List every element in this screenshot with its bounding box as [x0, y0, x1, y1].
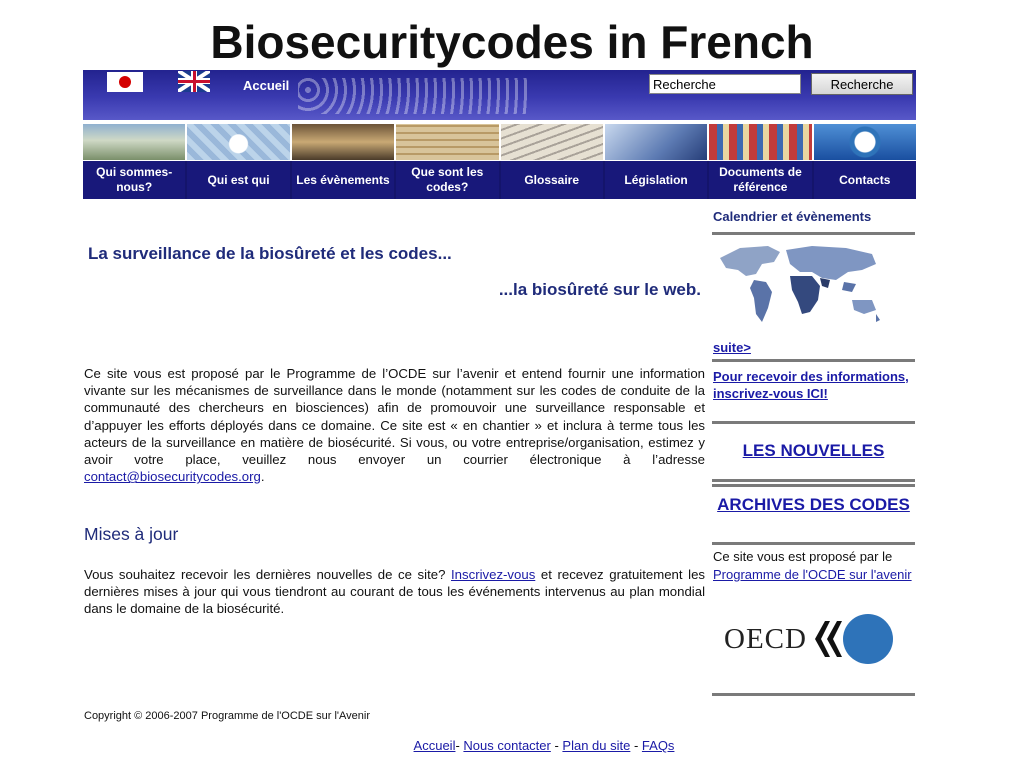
search-input[interactable] [649, 74, 801, 94]
divider [712, 693, 915, 696]
calendar-heading: Calendrier et évènements [713, 209, 872, 224]
news-link[interactable]: LES NOUVELLES [742, 441, 885, 460]
archives-link[interactable]: ARCHIVES DES CODES [717, 495, 910, 514]
main-nav [83, 161, 916, 199]
oecd-globe-icon [843, 614, 893, 664]
footer-faqs-link[interactable]: FAQs [641, 738, 675, 753]
oecd-logo[interactable] [724, 614, 893, 664]
footer-sitemap-link[interactable]: Plan du site [562, 738, 631, 753]
program-credit-text: Ce site vous est proposé par le [713, 549, 893, 564]
footer-links: Accueil- Nous contacter - Plan du site - FAQs [413, 738, 675, 753]
subscribe-link[interactable]: Inscrivez-vous [451, 567, 536, 582]
program-link[interactable]: Programme de l'OCDE sur l'avenir [713, 566, 912, 582]
nav-image-manuscript[interactable] [396, 124, 498, 160]
newsletter-subscribe-link[interactable]: Pour recevoir des informations, inscrivez-vous ICI! [713, 369, 909, 401]
nav-item-glossary[interactable]: Glossaire [501, 161, 603, 199]
nav-image-books[interactable] [709, 124, 811, 160]
main-headline: La surveillance de la biosûreté et les codes... [88, 244, 452, 263]
updates-text-after: et recevez gratuitement les dernières mises à jour qui vous tiendront au courant de tous les événements intervenus au plan mondial dans le domaine de la biosécurité. [84, 567, 705, 617]
divider [712, 232, 915, 235]
divider [712, 484, 915, 487]
home-link[interactable]: Accueil [243, 78, 290, 93]
updates-paragraph [84, 566, 705, 618]
nav-item-contacts[interactable]: Contacts [814, 161, 916, 199]
search-button[interactable]: Recherche [811, 73, 913, 95]
intro-text: Ce site vous est proposé par le Programme de l’OCDE sur l’avenir et entend fournir une information vivante sur les mécanismes de surveillance dans le monde (notamment sur les codes de conduite de la communauté des chercheurs en biosciences) afin de promouvoir une surveillance responsable et d’appuyer les efforts déployés dans ce domaine. Ce site est « en chantier » et inclura à terme tous les acteurs de la surveillance en matière de biosécurité. Si vous, ou votre entreprise/organisation, estimez y avoir votre place, veuillez nous envoyer un courrier électronique à l’adresse [84, 366, 705, 468]
calendar-more-link[interactable]: suite> [713, 340, 751, 355]
updates-text-before: Vous souhaitez recevoir les dernières nouvelles de ce site? [84, 567, 446, 582]
nav-image-question[interactable] [187, 124, 289, 160]
uk-flag-icon[interactable] [178, 71, 210, 92]
divider [712, 421, 915, 424]
nav-image-text[interactable] [501, 124, 603, 160]
nav-image-email[interactable] [814, 124, 916, 160]
divider [712, 542, 915, 545]
nav-item-who[interactable]: Qui est qui [187, 161, 289, 199]
updates-heading: Mises à jour [84, 524, 179, 544]
nav-image-meeting[interactable] [292, 124, 394, 160]
nav-image-gavel[interactable] [605, 124, 707, 160]
oecd-chevrons-icon [811, 617, 843, 661]
nav-image-building[interactable] [83, 124, 185, 160]
nav-item-events[interactable]: Les évènements [292, 161, 394, 199]
intro-paragraph: Ce site vous est proposé par le Programme de l’OCDE sur l’avenir et entend fournir une information vivante sur les mécanismes de surveillance dans le monde (notamment sur les codes de conduite de la communauté des chercheurs en biosciences) afin de promouvoir une surveillance responsable et d’appuyer les efforts déployés dans ce domaine. Ce site est « en chantier » et inclura à terme tous les acteurs de la surveillance en matière de biosécurité. Si vous, ou votre entreprise/organisation, estimez y avoir votre place, veuillez nous envoyer un courrier électronique à l’adresse contact@biosecuritycodes.org. [84, 366, 705, 485]
nav-image-strip [83, 124, 916, 160]
japan-flag-icon[interactable] [107, 72, 143, 92]
contact-email-link[interactable]: contact@biosecuritycodes.org [84, 469, 261, 485]
oecd-logo-text: OECD [724, 622, 807, 655]
banner-decoration [298, 78, 528, 114]
program-credit [713, 548, 913, 583]
footer-home-link[interactable]: Accueil [413, 738, 456, 753]
divider [712, 359, 915, 362]
copyright: Copyright © 2006-2007 Programme de l'OCDE sur l'Avenir [84, 710, 371, 722]
main-subheadline: ...la biosûreté sur le web. [498, 280, 701, 299]
world-map-icon[interactable] [716, 242, 884, 328]
nav-item-legislation[interactable]: Législation [605, 161, 707, 199]
nav-item-about[interactable]: Qui sommes-nous? [83, 161, 185, 199]
divider [712, 479, 915, 482]
nav-item-reference[interactable]: Documents de référence [709, 161, 811, 199]
nav-item-codes[interactable]: Que sont les codes? [396, 161, 498, 199]
slide-title: Biosecuritycodes in French [210, 16, 814, 68]
footer-contact-link[interactable]: Nous contacter [463, 738, 551, 753]
